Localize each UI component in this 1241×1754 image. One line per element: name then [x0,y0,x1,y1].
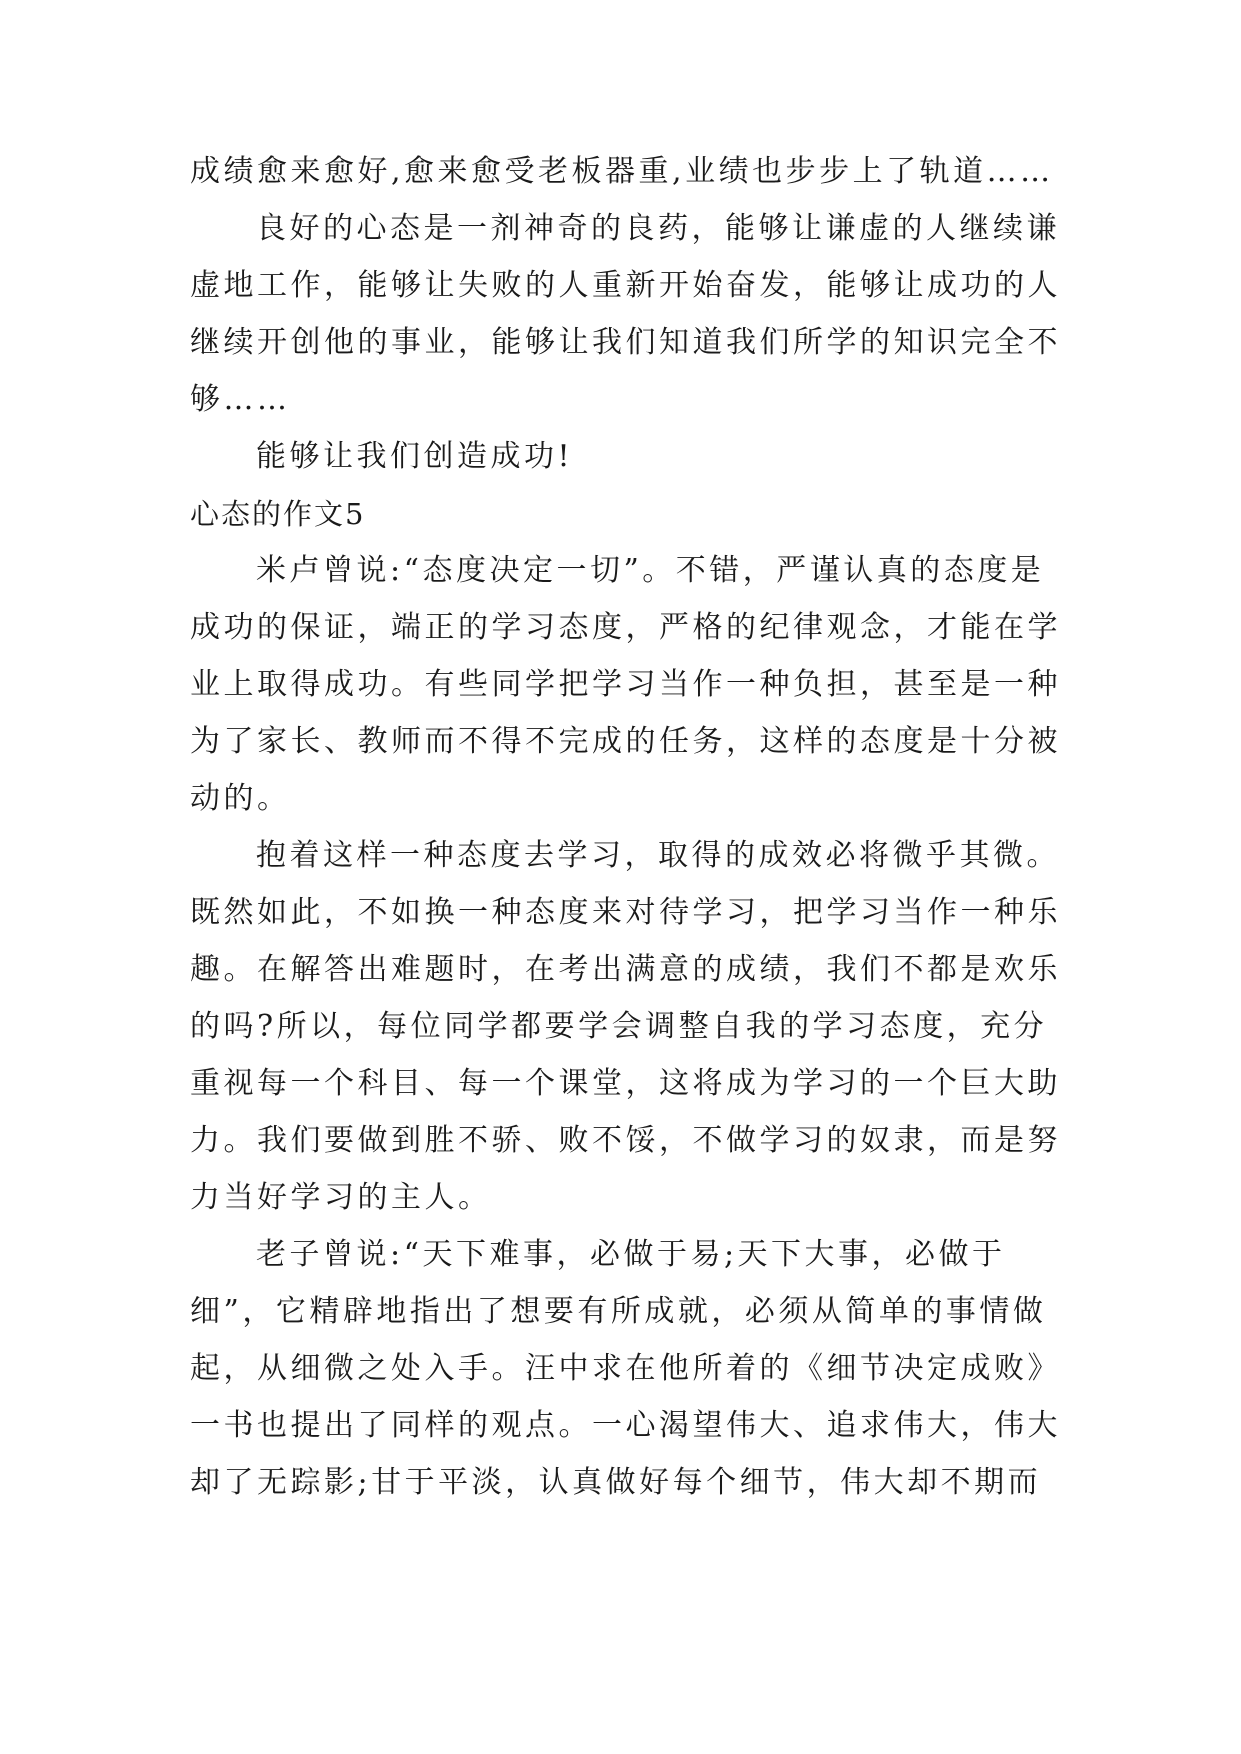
text-line: 却了无踪影;甘于平淡，认真做好每个细节，伟大却不期而 [190,1465,1042,1500]
text-line: 业上取得成功。有些同学把学习当作一种负担，甚至是一种 [190,667,1061,702]
text-line: 动的。 [190,781,291,816]
text-line: 一书也提出了同样的观点。一心渴望伟大、追求伟大，伟大 [190,1408,1061,1443]
text-line: 成绩愈来愈好,愈来愈受老板器重,业绩也步步上了轨道…… [190,154,1054,189]
text-line: 虚地工作，能够让失败的人重新开始奋发，能够让成功的人 [190,268,1061,303]
paragraph-start: 良好的心态是一剂神奇的良药，能够让谦虚的人继续谦 [256,211,1060,246]
paragraph-start: 抱着这样一种态度去学习，取得的成效必将微乎其微。 [256,838,1060,873]
paragraph-start: 老子曾说:“天下难事，必做于易;天下大事，必做于 [256,1237,1006,1272]
text-line: 继续开创他的事业，能够让我们知道我们所学的知识完全不 [190,325,1061,360]
text-line: 起，从细微之处入手。汪中求在他所着的《细节决定成败》 [190,1351,1061,1386]
paragraph-start: 能够让我们创造成功! [256,439,574,474]
text-line: 既然如此，不如换一种态度来对待学习，把学习当作一种乐 [190,895,1061,930]
text-line: 的吗?所以，每位同学都要学会调整自我的学习态度，充分 [190,1009,1048,1044]
text-line: 为了家长、教师而不得不完成的任务，这样的态度是十分被 [190,724,1061,759]
text-line: 力当好学习的主人。 [190,1180,492,1215]
section-heading: 心态的作文5 [190,497,366,531]
paragraph-start: 米卢曾说:“态度决定一切”。不错，严谨认真的态度是 [256,553,1045,588]
text-line: 趣。在解答出难题时，在考出满意的成绩，我们不都是欢乐 [190,952,1061,987]
text-line: 成功的保证，端正的学习态度，严格的纪律观念，才能在学 [190,610,1061,645]
text-line: 够…… [190,382,291,417]
text-line: 力。我们要做到胜不骄、败不馁，不做学习的奴隶，而是努 [190,1123,1061,1158]
text-line: 细”，它精辟地指出了想要有所成就，必须从简单的事情做 [190,1294,1047,1329]
text-line: 重视每一个科目、每一个课堂，这将成为学习的一个巨大助 [190,1066,1061,1101]
